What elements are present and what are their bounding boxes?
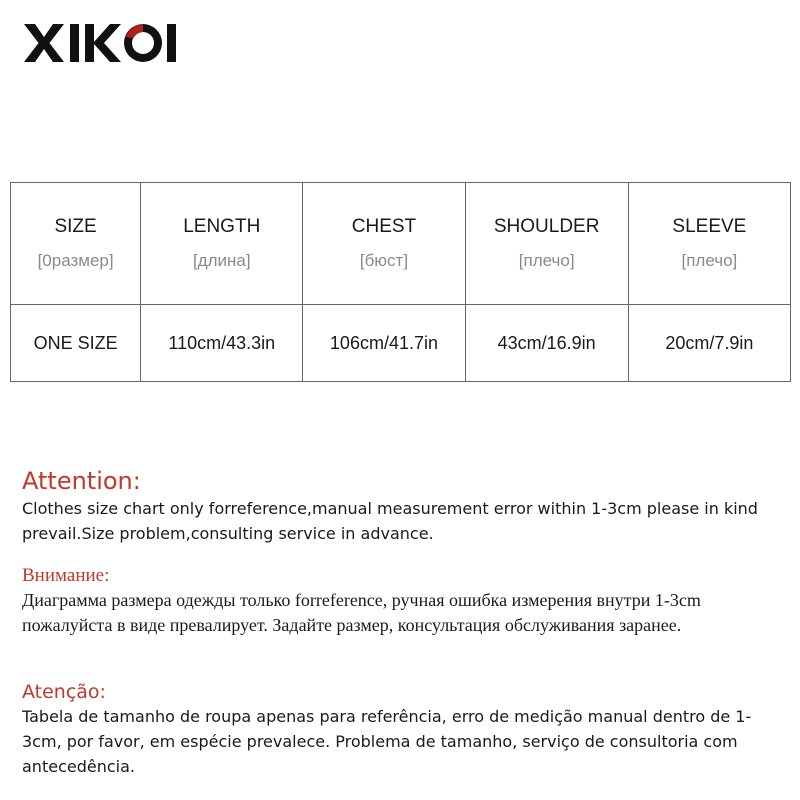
header-label-en: LENGTH: [183, 215, 261, 237]
header-label-en: SLEEVE: [672, 215, 747, 237]
header-cell-length: [141, 183, 303, 305]
header-cell-chest: [303, 183, 465, 305]
note-title: Attention:: [22, 467, 141, 495]
note-title: Atenção:: [22, 681, 106, 703]
xikoi-logo-mark: [22, 20, 180, 66]
cell-sleeve: [628, 305, 790, 382]
header-cell-size: [11, 183, 141, 305]
cell-value: 43cm/16.9in: [497, 332, 596, 353]
size-chart-header-row: [11, 183, 791, 305]
cell-shoulder: [465, 305, 628, 382]
header-label-ru: [длина]: [192, 250, 251, 270]
note-body: Tabela de tamanho de roupa apenas para referência, erro de medição manual dentro de 1-3cm, por favor, em espécie prevalece. Problema de tamanho, serviço de consultoria com antecedência.: [22, 707, 752, 776]
note-body: Clothes size chart only forreference,manual measurement error within 1-3cm please in kind prevail.Size problem,consulting service in advance.: [22, 499, 758, 543]
header-cell-sleeve: [628, 183, 790, 305]
note-body: Диаграмма размера одежды только forreference, ручная ошибка измерения внутри 1-3cm пожалуйста в виде превалирует. Задайте размер, консультация обслуживания заранее.: [22, 590, 701, 635]
header-label-en: SHOULDER: [493, 215, 600, 237]
header-label-ru: [бюст]: [359, 250, 409, 270]
cell-value: ONE SIZE: [33, 332, 118, 353]
header-label-ru: [0размер]: [37, 250, 114, 270]
cell-value: 106cm/41.7in: [329, 332, 438, 353]
attention-note-portuguese: [22, 680, 782, 779]
header-label-en: SIZE: [54, 215, 97, 237]
cell-length: [141, 305, 303, 382]
cell-chest: [303, 305, 465, 382]
attention-note-english: [22, 466, 782, 546]
header-label-en: CHEST: [351, 215, 417, 237]
cell-value: 110cm/43.3in: [168, 332, 276, 353]
table-row: [11, 305, 791, 382]
cell-value: 20cm/7.9in: [665, 332, 754, 353]
attention-note-russian: [22, 564, 782, 638]
header-label-ru: [плечо]: [518, 250, 575, 270]
header-label-ru: [плечо]: [681, 250, 738, 270]
header-cell-shoulder: [465, 183, 628, 305]
brand-logo: [22, 20, 180, 66]
size-chart-table: [10, 182, 791, 382]
cell-size: [11, 305, 141, 382]
note-title: Внимание:: [22, 565, 110, 586]
